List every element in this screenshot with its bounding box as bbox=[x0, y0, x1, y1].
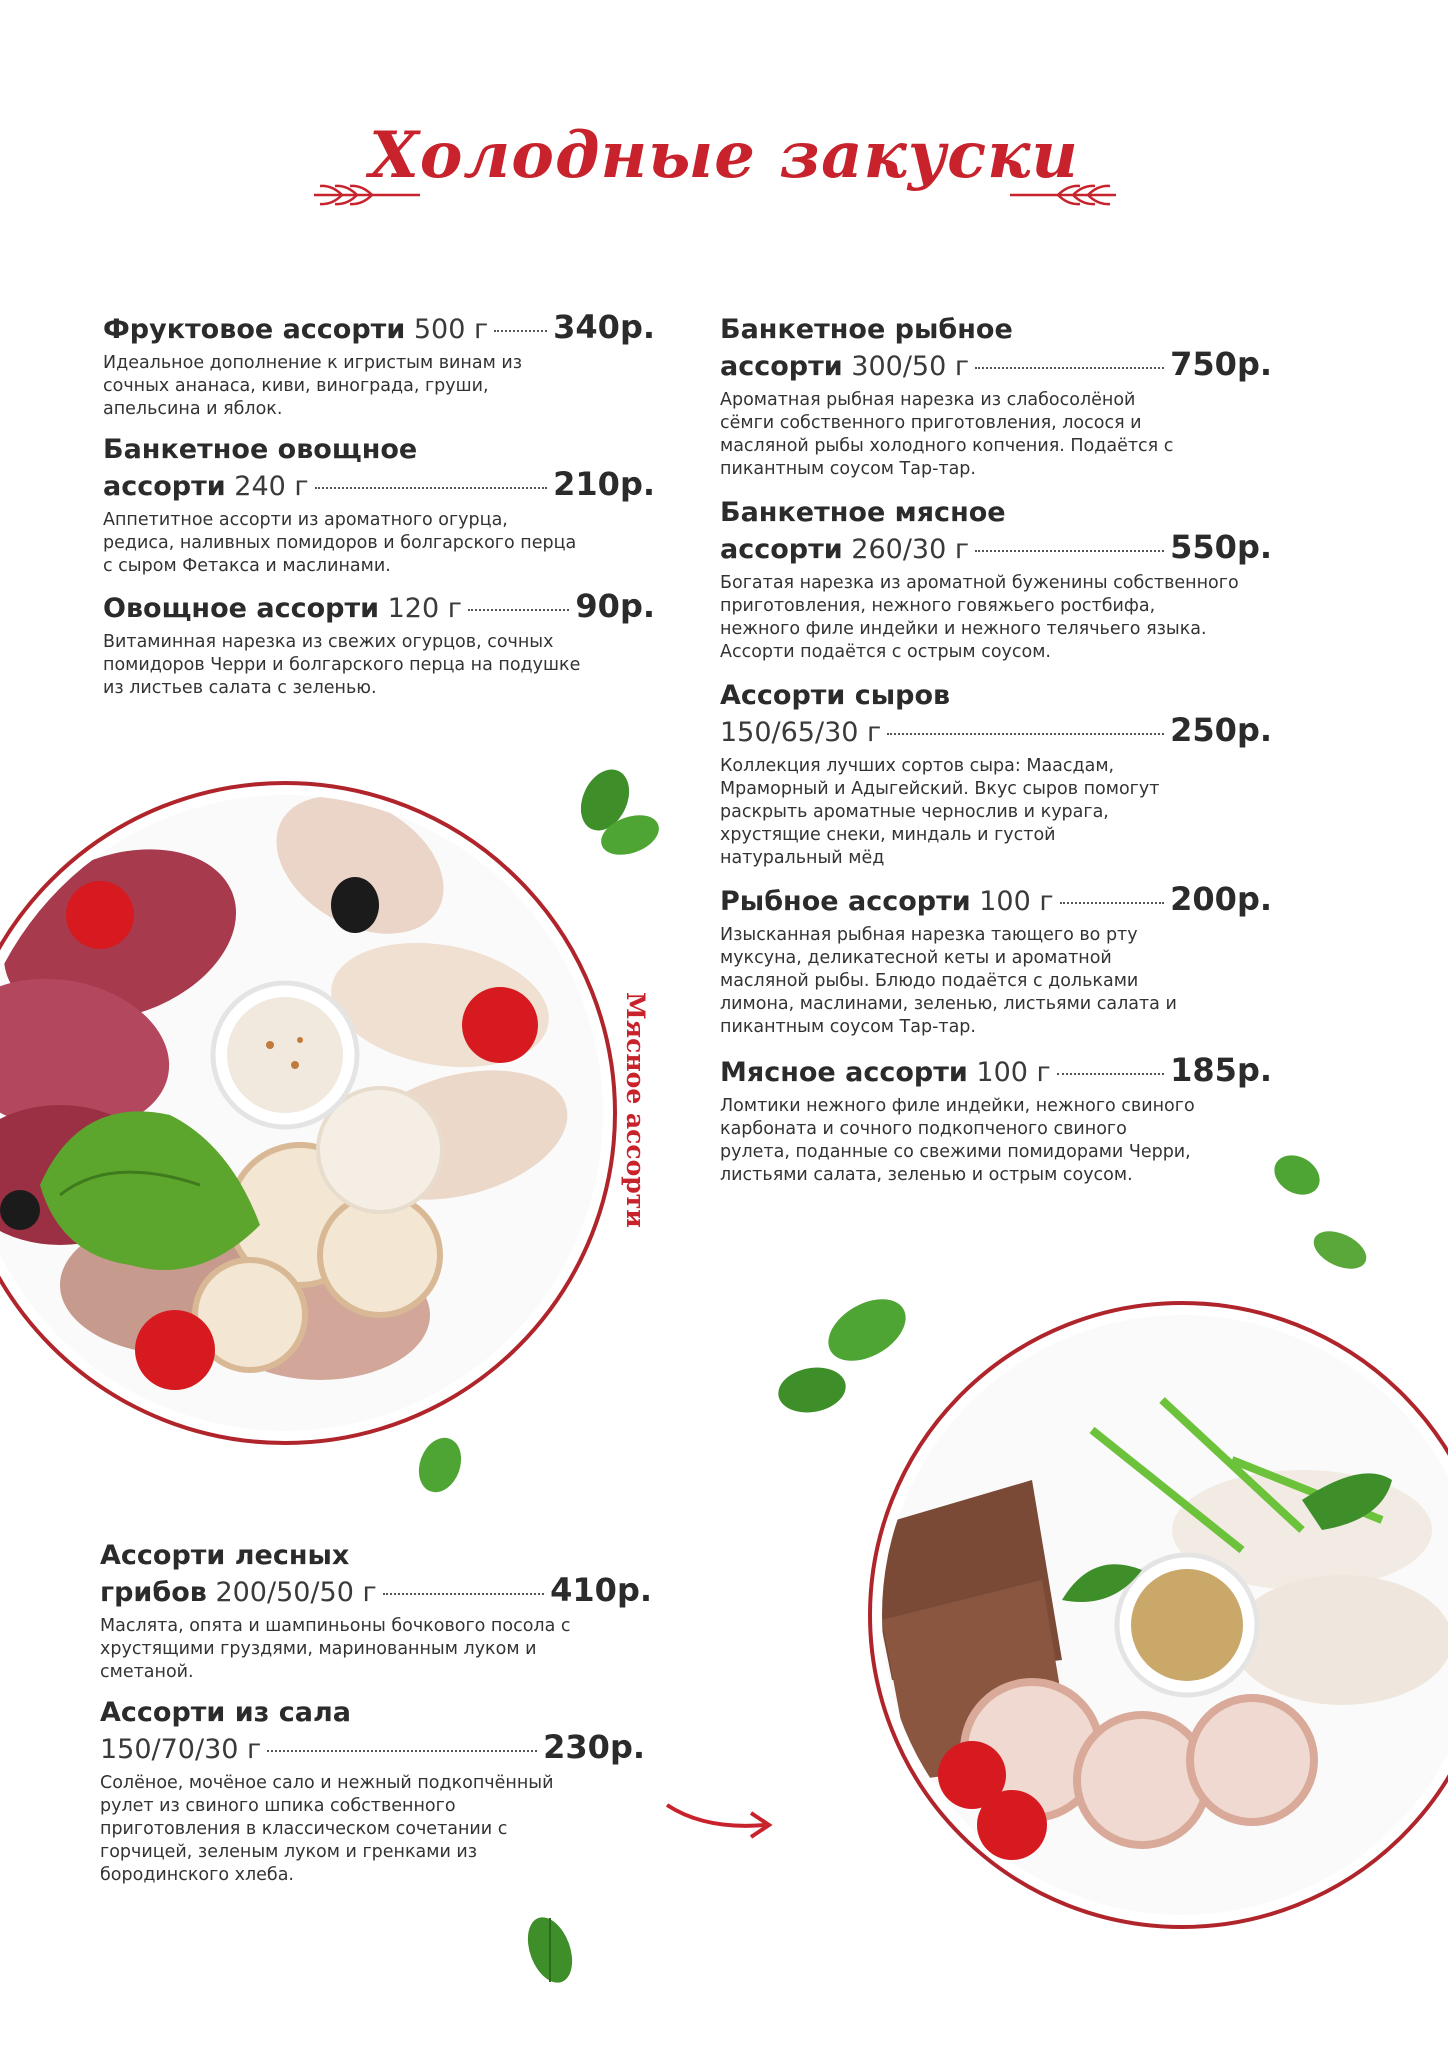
menu-item: Мясное ассорти 100 г 185р. Ломтики нежного филе индейки, нежного свиного карбоната и сочного подкопченого свиного рулета, поданные со свежими помидорами Черри, листьями салата, зеленью и острым соусом. bbox=[720, 1051, 1272, 1185]
item-price: 200р. bbox=[1170, 880, 1272, 918]
page-title: Холодные закуски bbox=[369, 118, 1079, 193]
basil-leaf-icon bbox=[1310, 1225, 1370, 1275]
menu-item: Фруктовое ассорти 500 г 340р. Идеальное дополнение к игристым винам из сочных ананаса, киви, винограда, груши, апельсина и яблок. bbox=[103, 308, 655, 419]
item-price: 250р. bbox=[1170, 711, 1272, 749]
item-description: Богатая нарезка из ароматной буженины собственного приготовления, нежного говяжьего ростбифа, нежного филе индейки и нежного телячьего языка. Ассорти подаётся с острым соусом. bbox=[720, 573, 1239, 662]
item-description: Изысканная рыбная нарезка тающего во рту муксуна, деликатесной кеты и ароматной масляной рыбы. Блюдо подаётся с дольками лимона, маслинами, зеленью, листьями салата и пикантным соусом Тар-тар. bbox=[720, 925, 1177, 1037]
sprig-left-icon bbox=[312, 182, 422, 208]
item-price: 210р. bbox=[553, 465, 655, 503]
item-price: 410р. bbox=[550, 1571, 652, 1609]
lard-platter-image bbox=[782, 1280, 1448, 1960]
menu-item: Ассорти сыров 150/65/30 г 250р. Коллекция лучших сортов сыра: Маасдам, Мраморный и Адыгейский. Вкус сыров помогут раскрыть ароматные чернослив и курага, хрустящие снеки, миндаль и густой натуральный мёд bbox=[720, 680, 1272, 868]
item-price: 550р. bbox=[1170, 528, 1272, 566]
item-price: 185р. bbox=[1170, 1051, 1272, 1089]
menu-item: Банкетное мясное ассорти 260/30 г 550р. Богатая нарезка из ароматной буженины собственного приготовления, нежного говяжьего ростбифа, нежного филе индейки и нежного телячьего языка. Ассорти подаётся с острым соусом. bbox=[720, 497, 1272, 662]
plate-label: Мясное ассорти bbox=[621, 992, 650, 1228]
item-price: 750р. bbox=[1170, 345, 1272, 383]
sprig-right-icon bbox=[1008, 182, 1118, 208]
arrow-icon bbox=[665, 1795, 775, 1845]
menu-item: Овощное ассорти 120 г 90р. Витаминная нарезка из свежих огурцов, сочных помидоров Черри и болгарского перца на подушке из листьев салата с зеленью. bbox=[103, 587, 655, 698]
item-price: 340р. bbox=[553, 308, 655, 346]
item-description: Идеальное дополнение к игристым винам из сочных ананаса, киви, винограда, груши, апельсина и яблок. bbox=[103, 353, 523, 419]
menu-item: Банкетное рыбное ассорти 300/50 г 750р. Ароматная рыбная нарезка из слабосолёной сёмги собственного приготовления, лосося и масляной рыбы холодного копчения. Подаётся с пикантным соусом Тар-тар. bbox=[720, 314, 1272, 479]
item-description: Маслята, опята и шампиньоны бочкового посола с хрустящими груздями, маринованным луком и сметаной. bbox=[100, 1616, 571, 1682]
menu-item: Рыбное ассорти 100 г 200р. Изысканная рыбная нарезка тающего во рту муксуна, деликатесной кеты и ароматной масляной рыбы. Блюдо подаётся с дольками лимона, маслинами, зеленью, листьями салата и пикантным соусом Тар-тар. bbox=[720, 880, 1272, 1037]
basil-leaf-icon bbox=[520, 1910, 580, 1990]
item-description: Ароматная рыбная нарезка из слабосолёной сёмги собственного приготовления, лосося и масляной рыбы холодного копчения. Подаётся с пикантным соусом Тар-тар. bbox=[720, 390, 1174, 479]
item-description: Коллекция лучших сортов сыра: Маасдам, Мраморный и Адыгейский. Вкус сыров помогут раскрыть ароматные чернослив и курага, хрустящие снеки, миндаль и густой натуральный мёд bbox=[720, 756, 1160, 868]
item-price: 230р. bbox=[543, 1728, 645, 1766]
menu-item: Ассорти из сала 150/70/30 г 230р. Солёное, мочёное сало и нежный подкопчённый рулет из свиного шпика собственного приготовления в классическом сочетании с горчицей, зеленым луком и гренками из бородинского хлеба. bbox=[100, 1697, 645, 1885]
item-description: Ломтики нежного филе индейки, нежного свиного карбоната и сочного подкопченого свиного рулета, поданные со свежими помидорами Черри, листьями салата, зеленью и острым соусом. bbox=[720, 1096, 1195, 1185]
menu-item: Банкетное овощное ассорти 240 г 210р. Аппетитное ассорти из ароматного огурца, редиса, наливных помидоров и болгарского перца с сыром Фетакса и маслинами. bbox=[103, 434, 655, 576]
menu-item: Ассорти лесных грибов 200/50/50 г 410р. Маслята, опята и шампиньоны бочкового посола с хрустящими груздями, маринованным луком и сметаной. bbox=[100, 1540, 652, 1682]
item-description: Аппетитное ассорти из ароматного огурца, редиса, наливных помидоров и болгарского перца с сыром Фетакса и маслинами. bbox=[103, 510, 577, 576]
meat-platter-image bbox=[0, 755, 640, 1475]
item-description: Солёное, мочёное сало и нежный подкопчённый рулет из свиного шпика собственного приготовления в классическом сочетании с горчицей, зеленым луком и гренками из бородинского хлеба. bbox=[100, 1773, 554, 1885]
item-description: Витаминная нарезка из свежих огурцов, сочных помидоров Черри и болгарского перца на подушке из листьев салата с зеленью. bbox=[103, 632, 581, 698]
item-price: 90р. bbox=[575, 587, 655, 625]
